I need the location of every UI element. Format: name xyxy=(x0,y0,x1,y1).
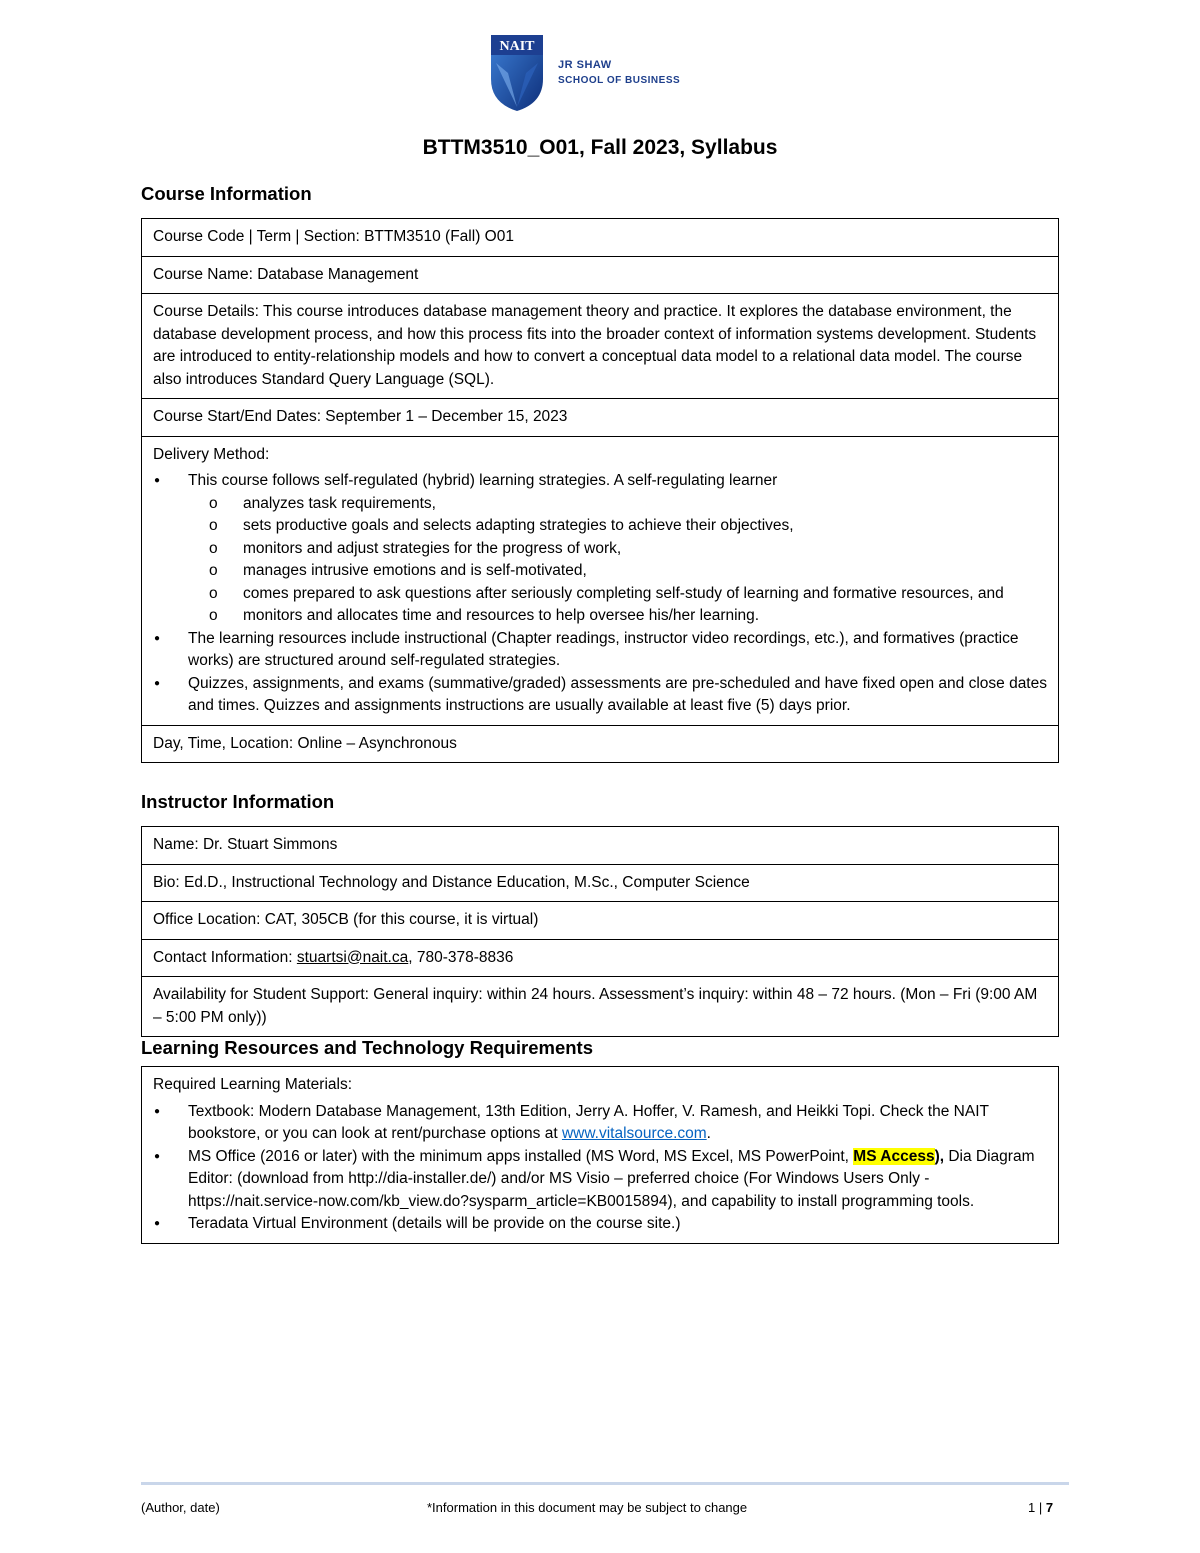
instructor-availability-cell: Availability for Student Support: General inquiry: within 24 hours. Assessment’s inquiry: within 48 – 72 hours. (Mon – Fri (9:00 AM – 5:00 PM only)) xyxy=(142,977,1059,1037)
ms-access-highlight: MS Access xyxy=(853,1147,935,1165)
delivery-bullet xyxy=(188,470,1048,628)
resources-cell xyxy=(142,1067,1059,1244)
delivery-subitem: o analyzes task requirements, xyxy=(243,493,1048,516)
resources-heading: Learning Resources and Technology Requirements xyxy=(141,1037,593,1058)
contact-prefix: Contact Information: xyxy=(153,948,297,966)
resource-bullet: ● Teradata Virtual Environment (details will be provide on the course site.) xyxy=(188,1213,1048,1236)
course-dates-cell: Course Start/End Dates: September 1 – December 15, 2023 xyxy=(142,399,1059,437)
page-total: 7 xyxy=(1045,1500,1054,1515)
resources-list xyxy=(153,1101,1048,1236)
delivery-intro: This course follows self-regulated (hybrid) learning strategies. A self-regulating learner xyxy=(188,472,778,489)
delivery-subitem: o monitors and allocates time and resources to help oversee his/her learning. xyxy=(243,605,1048,628)
resource-bullet xyxy=(188,1146,1048,1214)
delivery-label: Delivery Method: xyxy=(153,445,270,463)
resource-text: ), xyxy=(934,1147,945,1165)
resource-text: . xyxy=(706,1125,711,1142)
footer-disclaimer: *Information in this document may be subject to change xyxy=(427,1500,748,1515)
footer-page-number: 1 | 7 xyxy=(1028,1500,1054,1515)
instructor-table xyxy=(141,826,1059,1037)
nait-shield-icon xyxy=(488,33,546,113)
course-info-heading: Course Information xyxy=(141,183,312,204)
course-info-table xyxy=(141,218,1059,763)
instructor-heading: Instructor Information xyxy=(141,791,335,812)
delivery-sublist xyxy=(188,493,1048,628)
vitalsource-link[interactable]: www.vitalsource.com xyxy=(561,1125,707,1142)
resources-label: Required Learning Materials: xyxy=(153,1076,353,1093)
document-title: BTTM3510_O01, Fall 2023, Syllabus xyxy=(422,136,778,159)
page-current: 1 xyxy=(1028,1500,1036,1515)
delivery-bullet: ● Quizzes, assignments, and exams (summative/graded) assessments are pre-scheduled and have fixed open and close dates and times. Quizzes and assignments instructions are usually available at least five (5) days prior. xyxy=(188,673,1048,718)
course-name-cell: Course Name: Database Management xyxy=(142,256,1059,294)
resource-text: MS Office (2016 or later) with the minimum apps installed (MS Word, MS Excel, MS PowerPoint, xyxy=(188,1147,854,1165)
instructor-bio-cell: Bio: Ed.D., Instructional Technology and Distance Education, M.Sc., Computer Science xyxy=(142,864,1059,902)
resource-bullet xyxy=(188,1101,1048,1146)
delivery-subitem: o manages intrusive emotions and is self-motivated, xyxy=(243,560,1048,583)
instructor-office-cell: Office Location: CAT, 305CB (for this course, it is virtual) xyxy=(142,902,1059,940)
course-code-cell: Course Code | Term | Section: BTTM3510 (Fall) O01 xyxy=(142,219,1059,257)
resource-text: Textbook: Modern Database Management, 13th Edition, Jerry A. Hoffer, V. Ramesh, and Heikki Topi. Check the NAIT bookstore, or you can look at rent/purchase options at xyxy=(188,1102,989,1142)
footer-author: (Author, date) xyxy=(141,1500,220,1515)
delivery-list xyxy=(153,470,1048,718)
instructor-name-cell: Name: Dr. Stuart Simmons xyxy=(142,827,1059,865)
delivery-subitem: o monitors and adjust strategies for the progress of work, xyxy=(243,538,1048,561)
resource-text: Dia Diagram Editor: (download from http://dia-installer.de/) and/or MS Visio – preferred choice (For Windows Users Only - https://nait.service-now.com/kb_view.do?sysparm_article=KB0015894), and capability to install programming tools. xyxy=(188,1147,1035,1210)
instructor-phone: , 780-378-8836 xyxy=(408,948,514,966)
resources-table xyxy=(141,1066,1059,1244)
delivery-method-cell xyxy=(142,436,1059,725)
delivery-bullet: ● The learning resources include instructional (Chapter readings, instructor video recordings, etc.), and formatives (practice works) are structured around self-regulated strategies. xyxy=(188,628,1048,673)
course-details-cell: Course Details: This course introduces database management theory and practice. It explores the database environment, the database development process, and how this process fits into the broader context of information systems development. Students are introduced to entity-relationship models and how to convert a conceptual data model to a relational data model. The course also introduces Standard Query Language (SQL). xyxy=(142,294,1059,399)
delivery-subitem: o sets productive goals and selects adapting strategies to achieve their objectives, xyxy=(243,515,1048,538)
footer-divider xyxy=(141,1482,1069,1485)
school-logo xyxy=(488,28,706,118)
svg-text:NAIT: NAIT xyxy=(499,39,535,54)
logo-line-2: SCHOOL OF BUSINESS xyxy=(558,75,681,86)
logo-line-1: JR SHAW xyxy=(558,59,612,71)
instructor-email-link[interactable]: stuartsi@nait.ca xyxy=(296,948,409,966)
course-location-cell: Day, Time, Location: Online – Asynchronous xyxy=(142,725,1059,763)
instructor-contact-cell xyxy=(142,939,1059,977)
delivery-subitem: o comes prepared to ask questions after seriously completing self-study of learning and formative resources, and xyxy=(243,583,1048,606)
